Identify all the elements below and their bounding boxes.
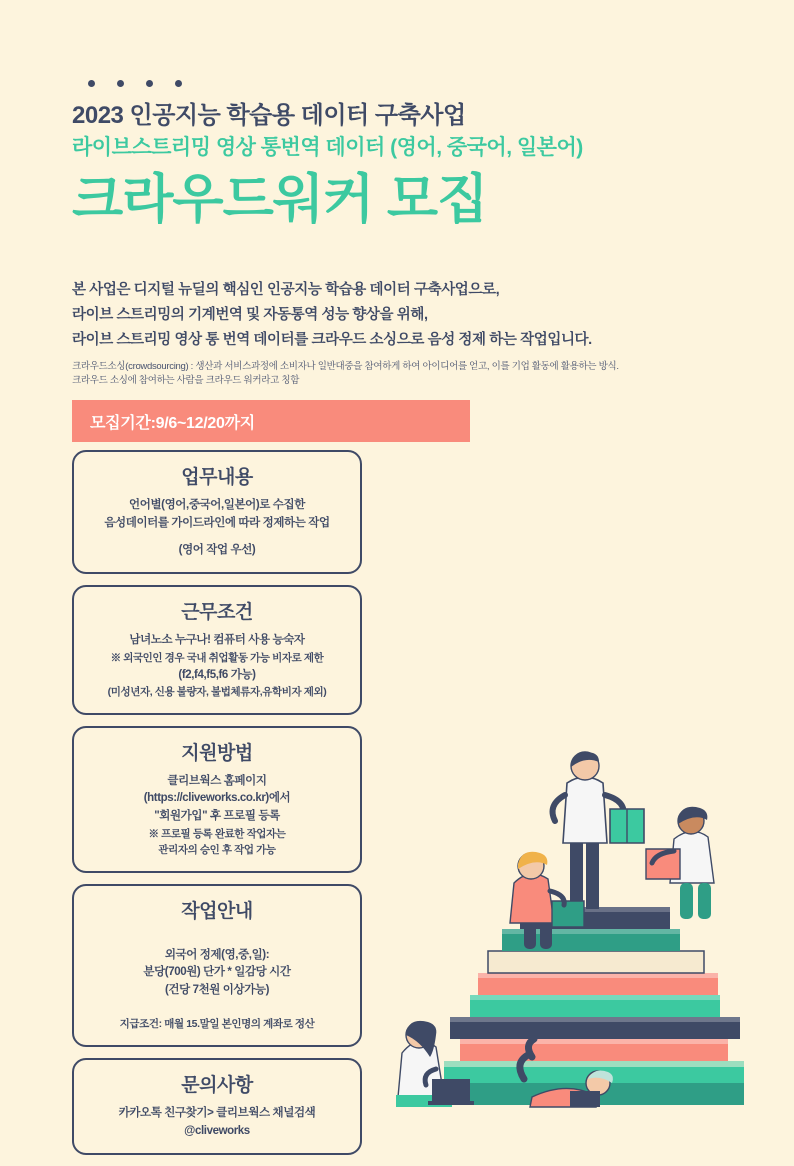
info-card-title: 근무조건 <box>181 602 253 624</box>
info-card <box>72 1058 362 1155</box>
info-card-line: 음성데이터를 가이드라인에 따라 정제하는 작업 <box>104 516 330 529</box>
spacer <box>82 1000 352 1016</box>
info-card-title: 업무내용 <box>181 467 253 488</box>
info-card-line: 언어별(영어,중국어,일본어)로 수집한 <box>129 499 305 511</box>
info-card-line: "회원가입" 후 프로필 등록 <box>154 810 280 823</box>
intro-line-2: 라이브 스트리밍의 기계번역 및 자동통역 성능 향상을 위해, <box>72 306 428 323</box>
info-card-line: (건당 7천원 이상가능) <box>164 984 270 997</box>
poster-header <box>72 100 732 233</box>
info-card-line: (영어 작업 우선) <box>178 543 256 556</box>
dot-1 <box>88 80 95 87</box>
info-card-line: (f2,f4,f5,f6 가능) <box>178 668 256 681</box>
dot-2 <box>117 80 124 87</box>
info-card <box>72 585 362 714</box>
info-card-list <box>72 450 362 1166</box>
info-card <box>72 884 362 1048</box>
spacer <box>82 931 352 947</box>
info-card-line: 지급조건: 매월 15.말일 본인명의 계좌로 정산 <box>119 1018 315 1030</box>
info-card-line: ※ 프로필 등록 완료한 작업자는 <box>148 828 286 841</box>
info-card <box>72 450 362 574</box>
header-line-1: 2023 인공지능 학습용 데이터 구축사업 <box>72 102 466 129</box>
spacer <box>82 533 352 542</box>
intro-block <box>72 278 752 388</box>
info-card-line: 카카오톡 친구찾기> 클리브웍스 채널검색 <box>118 1107 316 1120</box>
intro-line-1: 본 사업은 디지털 뉴딜의 핵심인 인공지능 학습용 데이터 구축사업으로, <box>72 282 500 298</box>
dot-3 <box>146 80 153 87</box>
intro-line-3: 라이브 스트리밍 영상 통 번역 데이터를 크라우드 소싱으로 음성 정제 하는 작업입니다. <box>72 331 592 348</box>
info-card-line: 남녀노소 누구나! 컴퓨터 사용 능숙자 <box>129 634 305 647</box>
info-card-line: 관리자의 승인 후 작업 가능 <box>158 844 276 857</box>
info-card <box>72 726 362 873</box>
info-card-line: @cliveworks <box>184 1125 250 1138</box>
dot-4 <box>175 80 182 87</box>
page-title: 크라우드워커 모집 <box>72 169 488 229</box>
info-card-line: 외국어 정제(영,중,일): <box>164 948 270 961</box>
intro-footnotes <box>72 360 752 389</box>
people-reading-on-book-stack-illustration <box>374 583 794 1123</box>
info-card-line: (https://cliveworks.co.kr)에서 <box>143 792 291 805</box>
info-card-line: (미성년자, 신용 불량자, 불법체류자,유학비자 제외) <box>107 686 327 699</box>
info-card-line: 클리브웍스 홈페이지 <box>167 774 267 787</box>
footnote-2: 크라우드 소싱에 참여하는 사람을 크라우드 워커라고 칭함 <box>72 375 300 387</box>
header-line-2: 라이브스트리밍 영상 통번역 데이터 (영어, 중국어, 일본어) <box>72 136 583 160</box>
info-card-line: 분당(700원) 단가 * 일감당 시간 <box>143 966 291 979</box>
info-card-title: 지원방법 <box>181 742 253 764</box>
info-card-title: 문의사항 <box>181 1075 253 1097</box>
decorative-dots <box>88 80 182 87</box>
recruitment-period-label: 모집기간:9/6~12/20까지 <box>90 414 255 432</box>
info-card-title: 작업안내 <box>181 900 253 922</box>
info-card-line: ※ 외국인인 경우 국내 취업활동 가능 비자로 제한 <box>110 652 324 665</box>
footnote-1: 크라우드소싱(crowdsourcing) : 생산과 서비스과정에 소비자나 일반대중을 참여하게 하여 아이디어를 얻고, 이를 기업 활동에 활용하는 방식. <box>72 360 619 372</box>
recruitment-period-banner <box>72 400 470 442</box>
